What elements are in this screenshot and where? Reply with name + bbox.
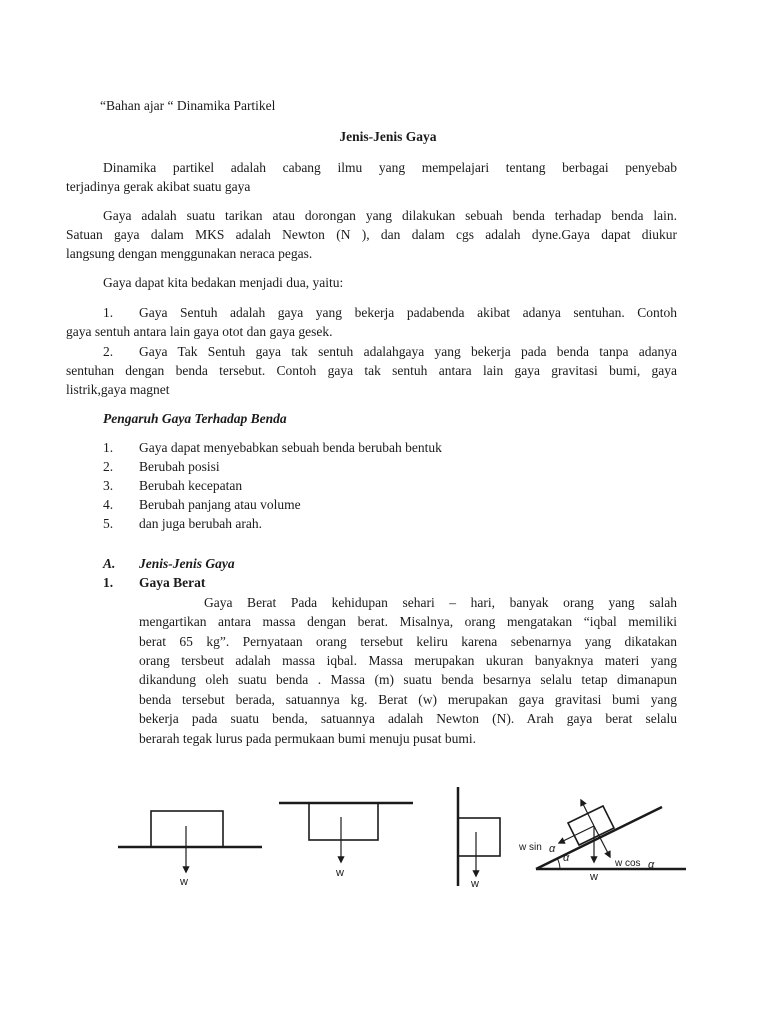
- figure-inclined-plane: [518, 800, 686, 883]
- paragraph-line: dikandung oleh suatu benda . Massa (m) suatu benda besarnya selalu tetap dimanapun: [139, 672, 677, 687]
- weight-label: w: [471, 878, 479, 890]
- angle-arc: [557, 858, 560, 869]
- weight-force-diagrams: [0, 770, 768, 900]
- block: [309, 803, 378, 840]
- paragraph-line: Satuan gaya dalam MKS adalah Newton (N ), dan dalam cgs adalah dyne.Gaya dapat diukur: [66, 227, 677, 242]
- page-title: Jenis-Jenis Gaya: [339, 129, 437, 144]
- paragraph-line: Gaya Berat Pada kehidupan sehari – hari, banyak orang yang salah: [204, 595, 677, 610]
- incline-line: [536, 807, 662, 869]
- figure-block-on-wall: [458, 787, 500, 890]
- weight-label: w: [180, 876, 188, 888]
- paragraph-line: Gaya adalah suatu tarikan atau dorongan yang dilakukan sebuah benda terhadap benda lain.: [103, 208, 677, 223]
- list-number: 2.: [103, 344, 114, 359]
- section-title: Jenis-Jenis Gaya: [139, 556, 235, 571]
- subsection-title: Gaya Berat: [139, 575, 206, 590]
- alpha-symbol: α: [549, 843, 556, 855]
- block: [458, 818, 500, 856]
- figure-block-hanging: [279, 803, 413, 879]
- alpha-angle-label: α: [563, 852, 570, 864]
- paragraph-line: terjadinya gerak akibat suatu gaya: [66, 179, 251, 194]
- alpha-symbol: α: [648, 859, 655, 871]
- paragraph-line: mengartikan antara massa dengan berat. Misalnya, orang mengatakan “iqbal memiliki: [139, 614, 677, 629]
- weight-label: w: [336, 867, 344, 879]
- list-item-line: Gaya Sentuh adalah gaya yang bekerja padabenda akibat adanya sentuhan. Contoh: [139, 305, 677, 320]
- list-number: 5.: [103, 516, 114, 531]
- weight-label: w: [590, 871, 598, 883]
- paragraph-line: benda tersebut berada, satuannya kg. Berat (w) merupakan gaya gravitasi bumi yang: [139, 692, 677, 707]
- list-item-line: Gaya Tak Sentuh gaya tak sentuh adalahgaya yang bekerja pada benda tanpa adanya: [139, 344, 677, 359]
- block: [568, 806, 614, 845]
- section-heading: Pengaruh Gaya Terhadap Benda: [103, 411, 287, 426]
- paragraph-line: orang tersbeut adalah massa iqbal. Massa merupakan ukuran banyaknya materi yang: [139, 653, 677, 668]
- w-cos-label: w cos: [615, 858, 641, 869]
- paragraph-line: langsung dengan menggunakan neraca pegas.: [66, 246, 313, 261]
- w-sin-label: w sin: [519, 842, 542, 853]
- list-item-line: gaya sentuh antara lain gaya otot dan gaya gesek.: [66, 324, 333, 339]
- list-item-line: sentuhan dengan benda tersebut. Contoh gaya tak sentuh antara lain gaya gravitasi bumi, gaya: [66, 363, 677, 378]
- list-item: Berubah panjang atau volume: [139, 497, 301, 512]
- list-item-line: listrik,gaya magnet: [66, 382, 170, 397]
- list-number: 4.: [103, 497, 114, 512]
- list-item: Gaya dapat menyebabkan sebuah benda berubah bentuk: [139, 440, 442, 455]
- list-item: Berubah posisi: [139, 459, 220, 474]
- list-number: 2.: [103, 459, 114, 474]
- list-number: 1.: [103, 305, 114, 320]
- section-number: A.: [103, 556, 116, 571]
- list-number: 1.: [103, 440, 114, 455]
- list-item: Berubah kecepatan: [139, 478, 243, 493]
- paragraph-line: Dinamika partikel adalah cabang ilmu yang mempelajari tentang berbagai penyebab: [103, 160, 677, 175]
- paragraph-line: berarah tegak lurus pada permukaan bumi menuju pusat bumi.: [139, 731, 477, 746]
- list-item: dan juga berubah arah.: [139, 516, 262, 531]
- paragraph-line: berat 65 kg”. Pernyataan orang tersebut keliru karena sebenarnya yang dikatakan: [139, 634, 677, 649]
- figure-block-on-floor: [118, 811, 262, 888]
- subsection-number: 1.: [103, 575, 114, 590]
- block: [151, 811, 223, 847]
- list-number: 3.: [103, 478, 114, 493]
- normal-arrow: [581, 800, 594, 826]
- document-header: “Bahan ajar “ Dinamika Partikel: [100, 98, 276, 113]
- paragraph-line: bekerja pada suatu benda, satuannya adalah Newton (N). Arah gaya berat selalu: [139, 711, 677, 726]
- paragraph-line: Gaya dapat kita bedakan menjadi dua, yaitu:: [103, 275, 344, 290]
